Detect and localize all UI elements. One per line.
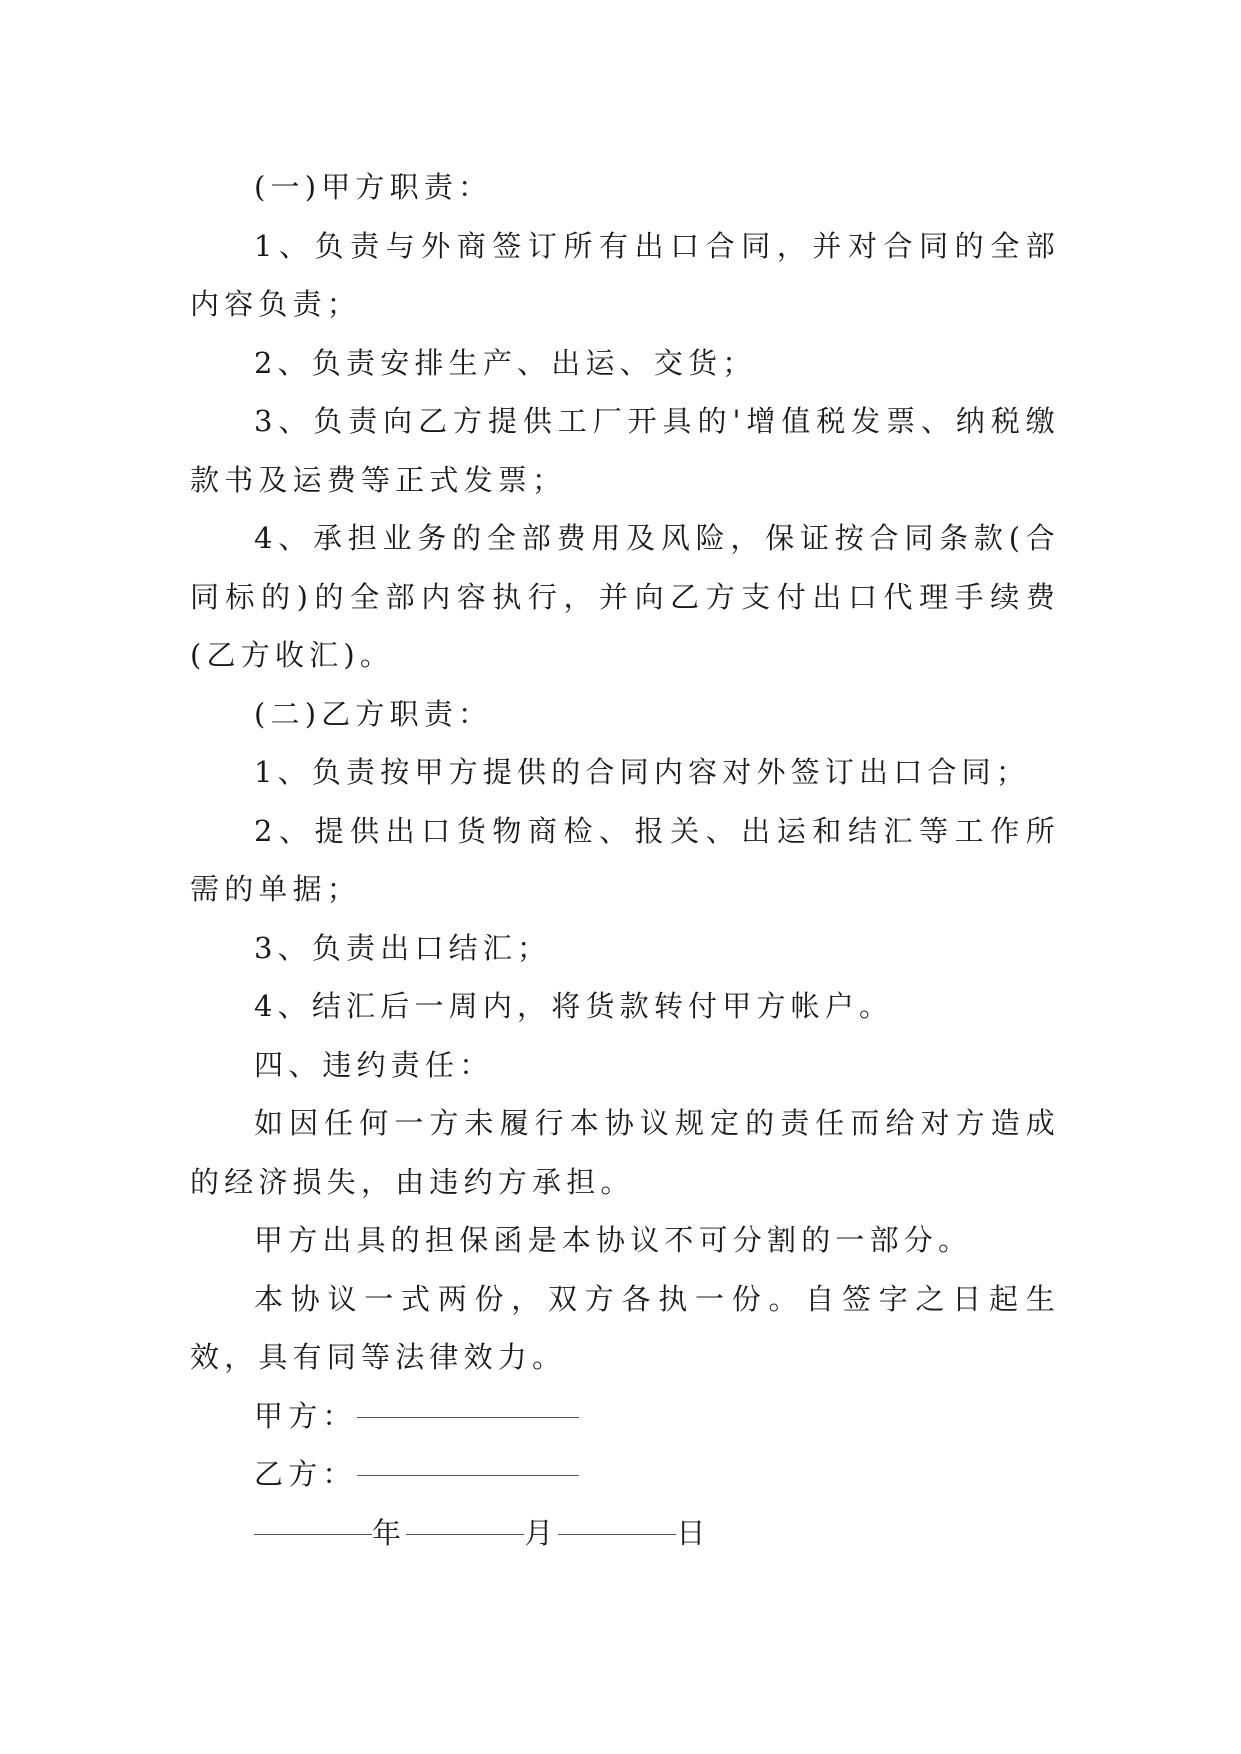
document-body: [190, 158, 1060, 1562]
section-heading-party-a-duties: (一)甲方职责：: [254, 170, 493, 204]
date-line: [190, 1504, 1060, 1563]
party-a-label: 甲方：: [254, 1398, 357, 1433]
copies-effectiveness-clause: 本协议一式两份，双方各执一份。自签字之日起生效，具有同等法律效力。: [190, 1281, 1060, 1374]
day-blank: [558, 1532, 676, 1535]
party-b-label: 乙方：: [254, 1457, 357, 1491]
party-b-duty-4: 4、结汇后一周内，将货款转付甲方帐户。: [254, 989, 894, 1023]
party-b-duty-1: 1、负责按甲方提供的合同内容对外签订出口合同；: [254, 755, 1031, 789]
party-b-duty-2: 2、提供出口货物商检、报关、出运和结汇等工作所需的单据；: [190, 813, 1060, 906]
month-blank: [406, 1532, 524, 1535]
party-a-signature-blank: [357, 1415, 579, 1418]
party-a-signature-line: [190, 1387, 1060, 1446]
day-label: 日: [676, 1515, 711, 1550]
year-label: 年: [372, 1515, 407, 1550]
party-b-signature-line: [190, 1445, 1060, 1504]
year-blank: [254, 1532, 372, 1535]
party-a-duty-4: 4、承担业务的全部费用及风险，保证按合同条款(合同标的)的全部内容执行，并向乙方支付出口代理手续费(乙方收汇)。: [190, 521, 1060, 672]
month-label: 月: [524, 1515, 559, 1550]
party-b-signature-blank: [357, 1473, 579, 1476]
party-a-duty-1: 1、负责与外商签订所有出口合同，并对合同的全部内容负责；: [190, 228, 1060, 321]
guarantee-clause: 甲方出具的担保函是本协议不可分割的一部分。: [254, 1223, 973, 1257]
section-heading-breach-liability: 四、违约责任：: [254, 1047, 494, 1082]
section-heading-party-b-duties: (二)乙方职责：: [254, 696, 493, 731]
breach-liability-clause: 如因任何一方未履行本协议规定的责任而给对方造成的经济损失，由违约方承担。: [190, 1106, 1060, 1199]
party-a-duty-2: 2、负责安排生产、出运、交货；: [254, 345, 757, 380]
party-a-duty-3: 3、负责向乙方提供工厂开具的'增值税发票、纳税缴款书及运费等正式发票；: [190, 404, 1060, 497]
party-b-duty-3: 3、负责出口结汇；: [254, 930, 552, 965]
